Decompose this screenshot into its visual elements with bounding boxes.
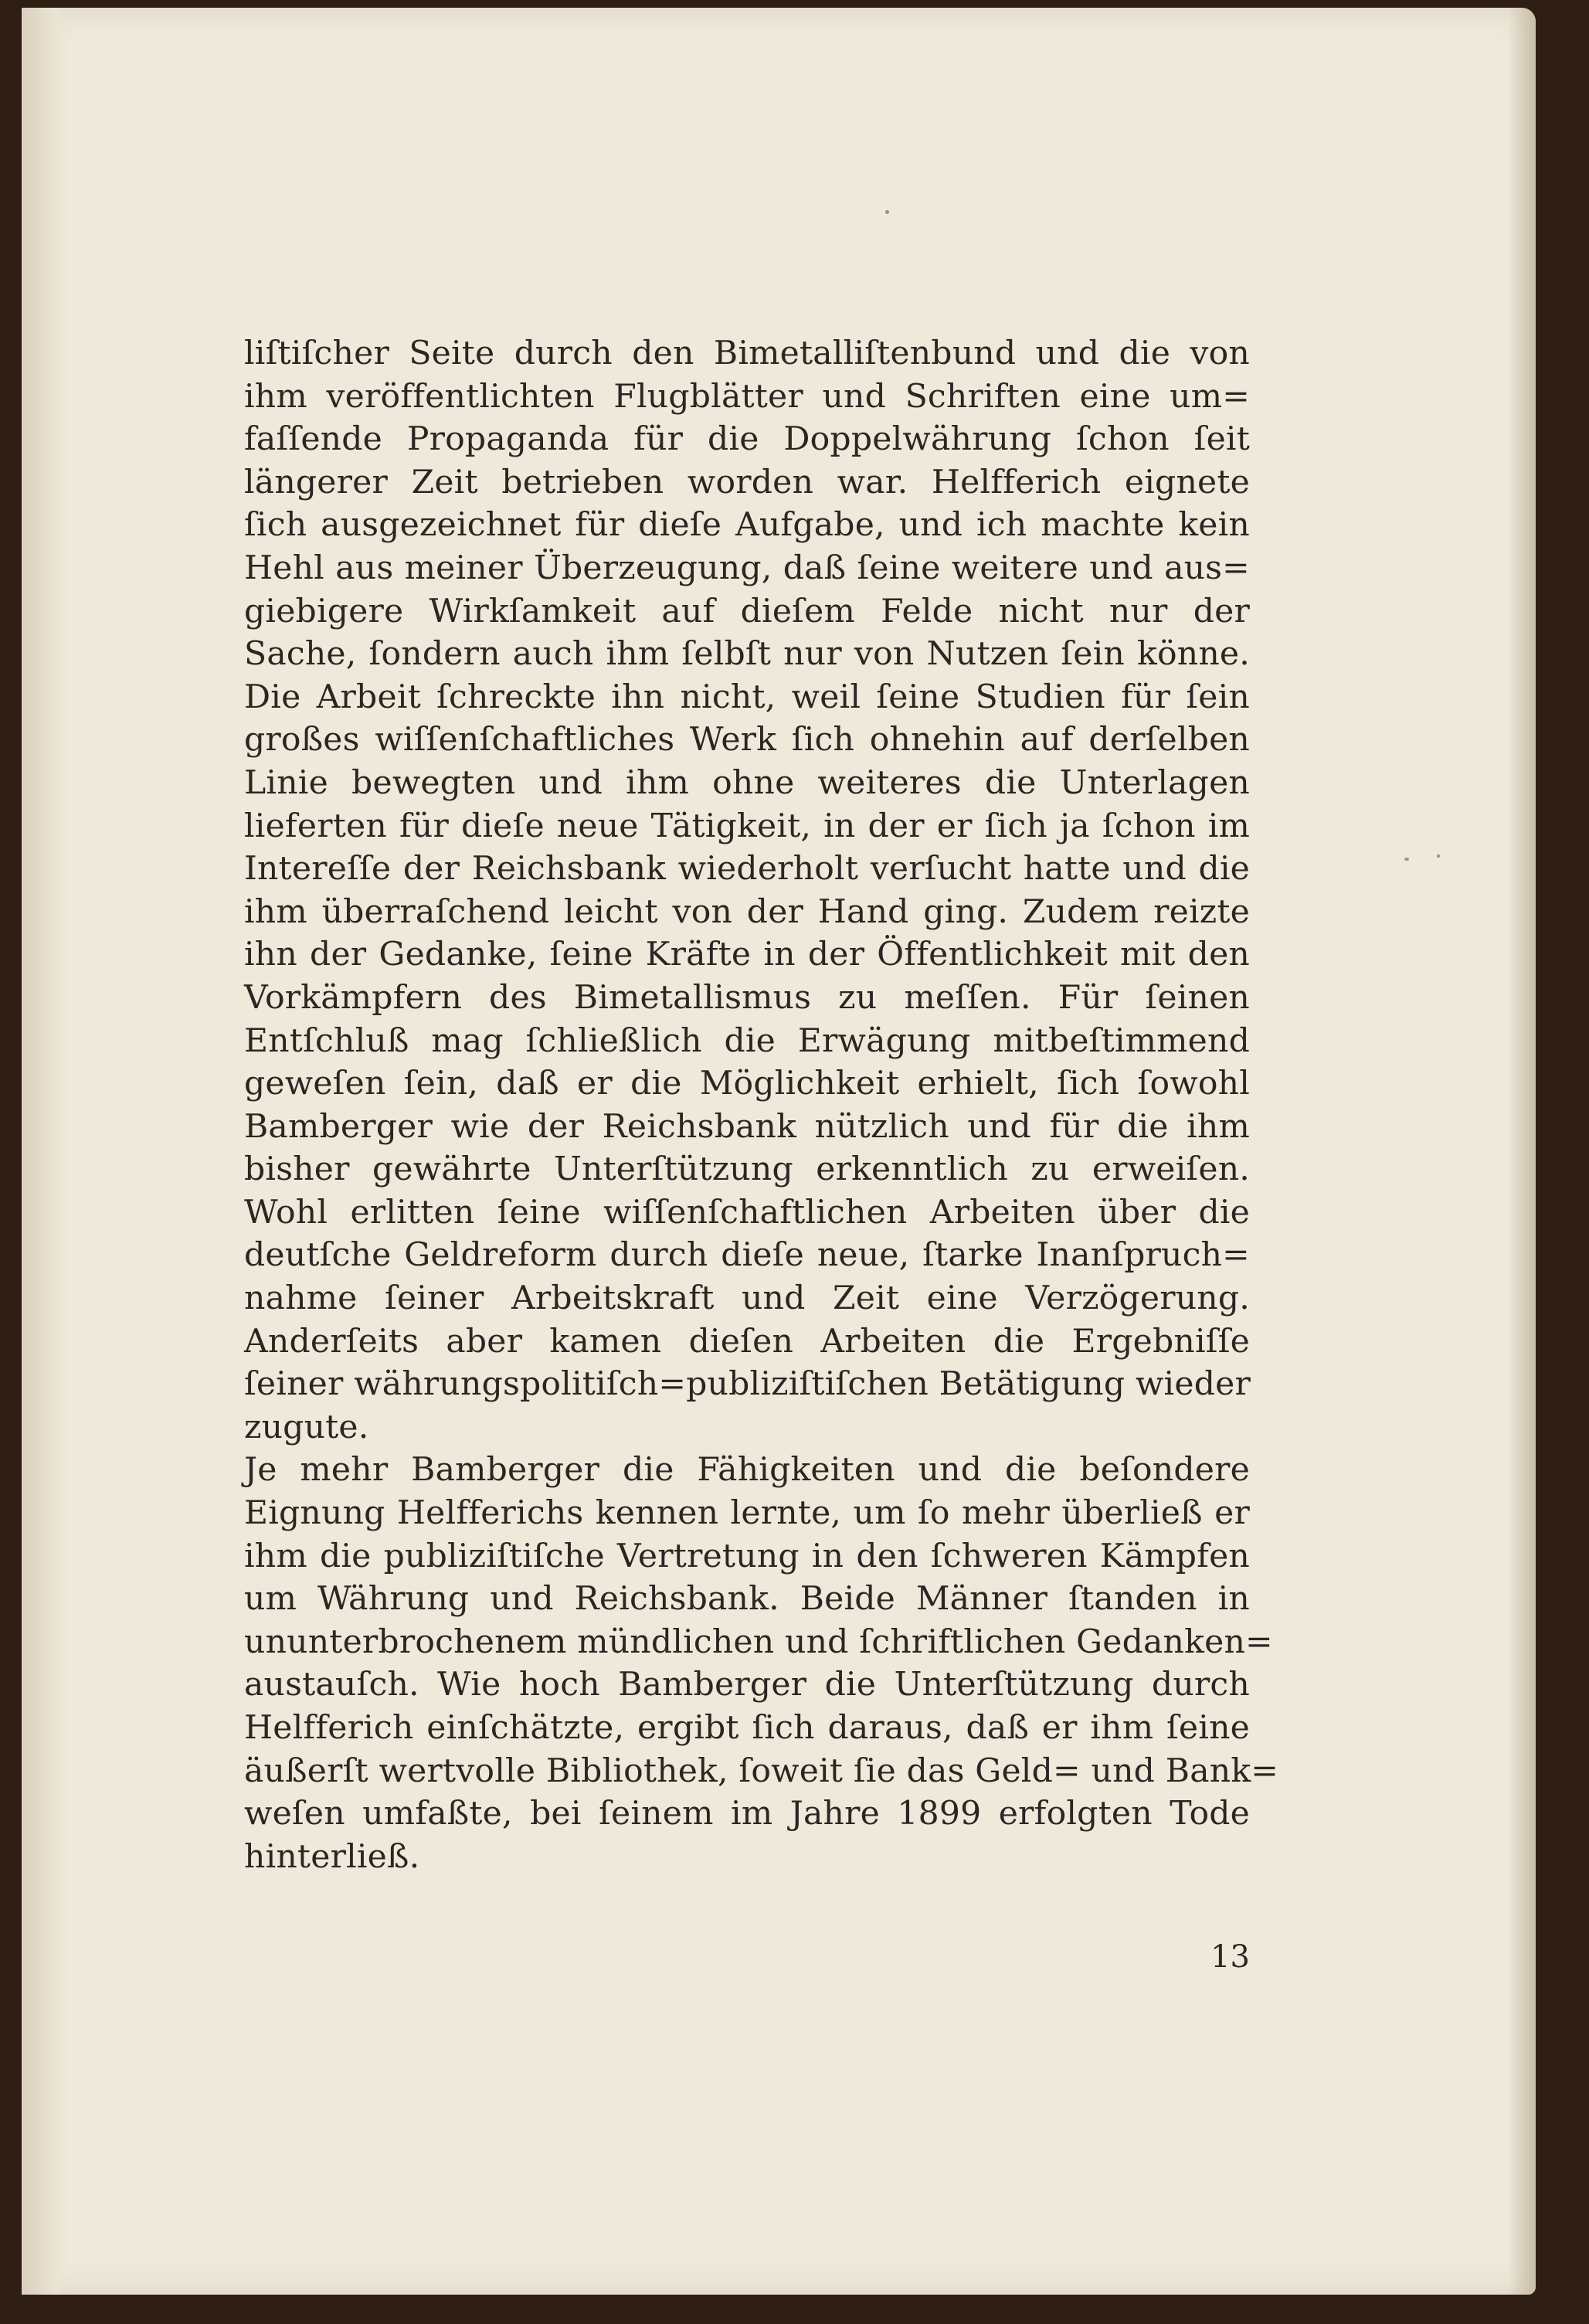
text-line: liſtiſcher Seite durch den Bimetalliſtenbund und die von — [244, 335, 1250, 372]
paper-speck — [1437, 855, 1440, 858]
text-line: um Währung und Reichsbank. Beide Männer ſtanden in — [244, 1580, 1250, 1619]
text-line: Linie bewegten und ihm ohne weiteres die Unterlagen — [244, 763, 1250, 802]
text-line: großes wiſſenſchaftliches Werk ſich ohnehin auf derſelben — [244, 721, 1250, 759]
text-line: Sache, ſondern auch ihm ſelbſt nur von Nutzen ſein könne. — [244, 635, 1250, 674]
text-line: Je mehr Bamberger die Fähigkeiten und die beſondere — [244, 1451, 1250, 1490]
paragraph-end-line: zugute. — [244, 1408, 369, 1446]
text-line: ihm veröffentlichten Flugblätter und Schriften eine um= — [244, 377, 1250, 416]
text-line: ihn der Gedanke, ſeine Kräfte in der Öffentlichkeit mit den — [244, 936, 1250, 974]
text-line: äußerſt wertvolle Bibliothek, ſoweit ſie das Geld= und Bank= — [244, 1751, 1279, 1790]
text-line: ihm die publiziſtiſche Vertretung in den ſchweren Kämpfen — [244, 1537, 1250, 1575]
text-line: Eignung Helfferichs kennen lernte, um ſo mehr überließ er — [244, 1494, 1250, 1533]
paper-speck — [885, 210, 889, 214]
text-line: Vorkämpfern des Bimetallismus zu meſſen. Für ſeinen — [244, 978, 1250, 1017]
page-number: 13 — [1210, 1939, 1250, 1975]
text-line: Entſchluß mag ſchließlich die Erwägung mitbeſtimmend — [244, 1021, 1250, 1060]
text-line: Hehl aus meiner Überzeugung, daß ſeine weitere und aus= — [244, 549, 1250, 587]
text-line: ihm überraſchend leicht von der Hand ging. Zudem reizte — [244, 892, 1250, 931]
body-text — [244, 332, 1279, 1878]
text-line: nahme ſeiner Arbeitskraft und Zeit eine Verzögerung. — [244, 1279, 1250, 1318]
text-line: giebigere Wirkſamkeit auf dieſem Felde nicht nur der — [244, 592, 1250, 630]
text-line: faſſende Propaganda für die Doppelwährung ſchon ſeit — [244, 420, 1250, 459]
text-line: deutſche Geldreform durch dieſe neue, ſtarke Inanſpruch= — [244, 1236, 1250, 1275]
book-page — [22, 8, 1536, 2295]
text-line: ſich ausgezeichnet für dieſe Aufgabe, und ich machte kein — [244, 506, 1250, 545]
text-line: Helfferich einſchätzte, ergibt ſich daraus, daß er ihm ſeine — [244, 1709, 1250, 1747]
paper-speck — [1404, 858, 1409, 861]
text-line: bisher gewährte Unterſtützung erkenntlich zu erweiſen. — [244, 1150, 1250, 1189]
text-line: Die Arbeit ſchreckte ihn nicht, weil ſeine Studien für ſein — [244, 678, 1250, 716]
text-line: weſen umfaßte, bei ſeinem im Jahre 1899 erfolgten Tode — [244, 1795, 1250, 1833]
text-line: austauſch. Wie hoch Bamberger die Unterſtützung durch — [244, 1666, 1250, 1704]
text-line: Wohl erlitten ſeine wiſſenſchaftlichen Arbeiten über die — [244, 1193, 1250, 1232]
text-line: lieferten für dieſe neue Tätigkeit, in der er ſich ja ſchon im — [244, 807, 1250, 845]
page-gutter-shadow — [22, 8, 70, 2295]
text-line: Intereſſe der Reichsbank wiederholt verſucht hatte und die — [244, 850, 1250, 888]
text-line: ſeiner währungspolitiſch=publiziſtiſchen Betätigung wieder — [244, 1365, 1251, 1404]
text-line: Bamberger wie der Reichsbank nützlich und für die ihm — [244, 1107, 1250, 1146]
text-line: geweſen ſein, daß er die Möglichkeit erhielt, ſich ſowohl — [244, 1065, 1250, 1103]
text-line: ununterbrochenem mündlichen und ſchriftlichen Gedanken= — [244, 1622, 1273, 1661]
paragraph-end-line: hinterließ. — [244, 1837, 420, 1876]
text-line: Anderſeits aber kamen dieſen Arbeiten die Ergebniſſe — [244, 1322, 1250, 1361]
page-right-edge — [1508, 8, 1536, 2295]
text-line: längerer Zeit betrieben worden war. Helfferich eignete — [244, 463, 1250, 501]
